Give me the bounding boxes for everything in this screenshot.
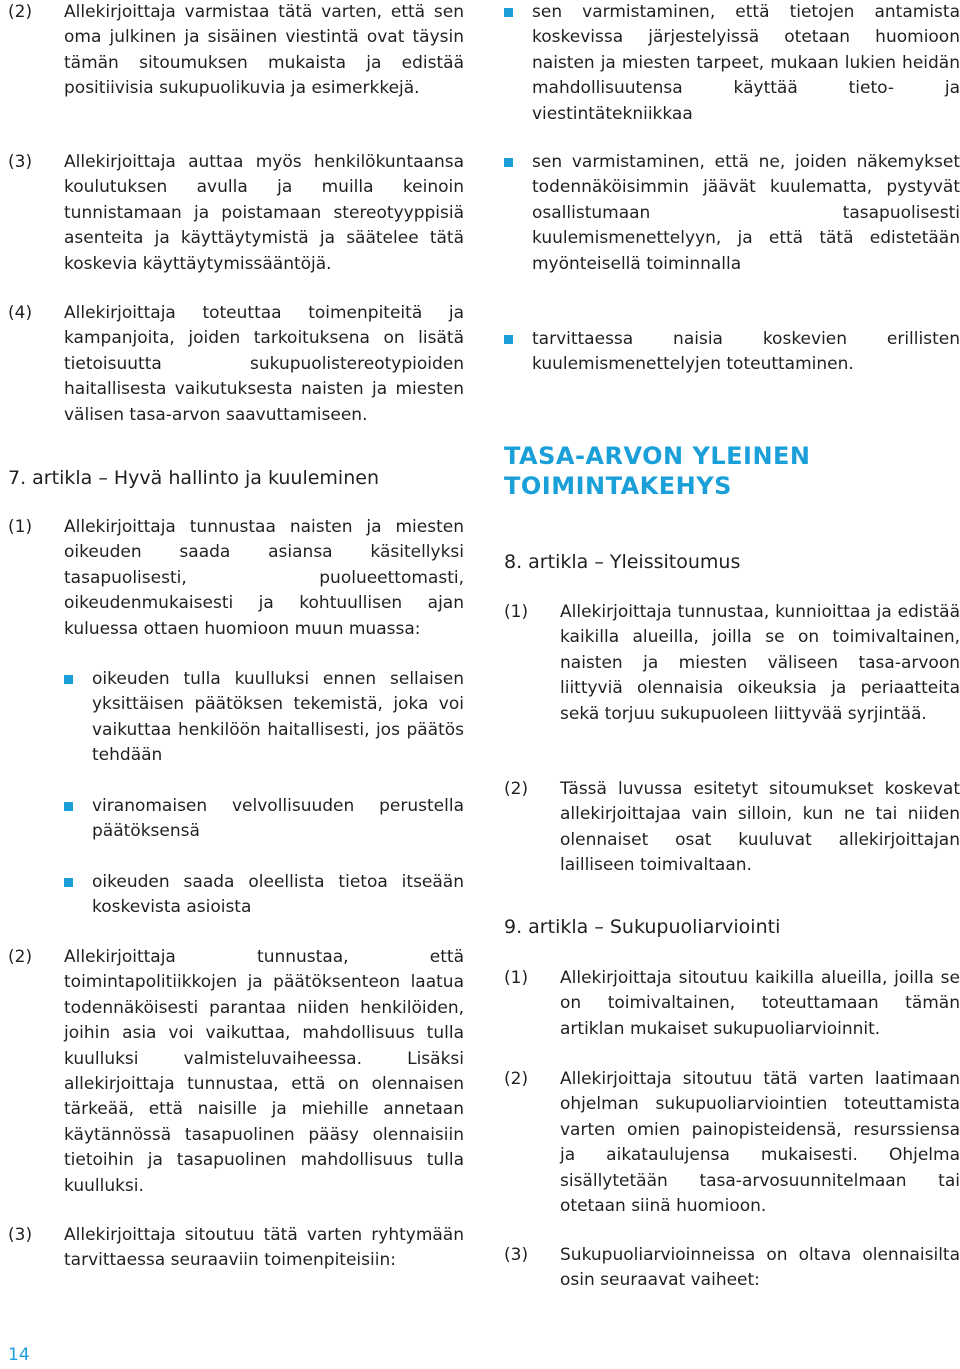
paragraph-6-3 <box>8 150 464 277</box>
paragraph-number: (3) <box>504 1245 529 1265</box>
bullet-item <box>64 667 464 769</box>
bullet-square-icon <box>64 802 73 811</box>
bullet-item <box>504 150 960 277</box>
bullet-square-icon <box>504 8 513 17</box>
paragraph-number: (2) <box>8 2 33 22</box>
paragraph-number: (3) <box>8 1225 33 1245</box>
section-title-line-2: TOIMINTAKEHYS <box>504 472 732 500</box>
paragraph-9-3 <box>504 1243 960 1294</box>
bullet-item <box>64 870 464 921</box>
bullet-square-icon <box>504 158 513 167</box>
paragraph-text: Allekirjoittaja auttaa myös henkilökuntaansa koulutuksen avulla ja muilla keinoin tunnistamaan ja poistamaan stereotyyppisiä asenteita ja käyttäytymistä ja säätelee tätä koskevia käyttäytymissääntöjä. <box>64 152 464 274</box>
paragraph-text: Sukupuoliarvioinneissa on oltava olennaisilta osin seuraavat vaiheet: <box>560 1245 960 1291</box>
paragraph-number: (2) <box>504 779 529 799</box>
paragraph-text: Allekirjoittaja sitoutuu tätä varten laatimaan ohjelman sukupuoliarviointien toteuttamista varten omien painopisteidensä, resurssiensa ja aikataulujensa mukaisesti. Ohjelma sisällytetään tasa-arvosuunnitelmaan tai otetaan siinä huomioon. <box>560 1069 960 1217</box>
paragraph-number: (2) <box>8 947 33 967</box>
paragraph-number: (1) <box>504 602 529 622</box>
paragraph-number: (1) <box>504 968 529 988</box>
bullet-square-icon <box>504 335 513 344</box>
section-title <box>504 441 960 501</box>
bullet-text: sen varmistaminen, että ne, joiden näkemykset todennäköisimmin jäävät kuulematta, pystyvät osallistumaan tasapuolisesti kuulemismenettelyyn, ja että tätä edistetään myönteisellä toiminnalla <box>532 152 960 274</box>
paragraph-6-2 <box>8 0 464 102</box>
paragraph-8-2 <box>504 777 960 879</box>
paragraph-text: Allekirjoittaja tunnustaa, kunnioittaa ja edistää kaikilla alueilla, joilla se on toimivaltainen, naisten ja miesten väliseen tasa-arvoon liittyviä olennaisia oikeuksia ja periaatteita sekä torjuu sukupuoleen liittyvää syrjintää. <box>560 602 960 724</box>
paragraph-9-1 <box>504 966 960 1042</box>
paragraph-7-3 <box>8 1223 464 1274</box>
paragraph-8-1 <box>504 600 960 727</box>
bullet-text: tarvittaessa naisia koskevien erillisten kuulemismenettelyjen toteuttaminen. <box>532 329 960 375</box>
paragraph-number: (3) <box>8 152 33 172</box>
paragraph-text: Allekirjoittaja tunnustaa naisten ja miesten oikeuden saada asiansa käsitellyksi tasapuolisesti, puolueettomasti, oikeudenmukaisesti ja kohtuullisen ajan kuluessa ottaen huomioon muun muassa: <box>64 517 464 639</box>
bullet-item <box>504 327 960 378</box>
paragraph-6-4 <box>8 301 464 428</box>
paragraph-text: Allekirjoittaja tunnustaa, että toimintapolitiikkojen ja päätöksenteon laatua todennäköisesti parantaa niiden henkilöiden, joihin asia voi vaikuttaa, mahdollisuus tulla kuulluksi valmisteluvaiheessa. Lisäksi allekirjoittaja tunnustaa, että on olennaisen tärkeää, että naisille ja miehille annetaan käytännössä tasapuolinen pääsy olennaisiin tietoihin ja tasapuolinen mahdollisuus tulla kuulluksi. <box>64 947 464 1196</box>
article-8-heading: 8. artikla – Yleissitoumus <box>504 551 741 573</box>
paragraph-7-1 <box>8 515 464 642</box>
paragraph-number: (2) <box>504 1069 529 1089</box>
bullet-item <box>64 794 464 845</box>
paragraph-text: Allekirjoittaja varmistaa tätä varten, että sen oma julkinen ja sisäinen viestintä ovat täysin tämän sitoumuksen mukaista ja edistää positiivisia sukupuolikuvia ja esimerkkejä. <box>64 2 464 99</box>
paragraph-text: Allekirjoittaja sitoutuu kaikilla alueilla, joilla se on toimivaltainen, toteuttamaan tämän artiklan mukaiset sukupuoliarvioinnit. <box>560 968 960 1039</box>
bullet-square-icon <box>64 675 73 684</box>
bullet-square-icon <box>64 878 73 887</box>
paragraph-9-2 <box>504 1067 960 1219</box>
bullet-text: oikeuden saada oleellista tietoa itseään koskevista asioista <box>92 872 464 918</box>
paragraph-text: Allekirjoittaja sitoutuu tätä varten ryhtymään tarvittaessa seuraaviin toimenpiteisiin: <box>64 1225 464 1271</box>
article-7-heading: 7. artikla – Hyvä hallinto ja kuuleminen <box>8 467 379 489</box>
paragraph-7-2 <box>8 945 464 1199</box>
bullet-text: viranomaisen velvollisuuden perustella päätöksensä <box>92 796 464 842</box>
paragraph-text: Allekirjoittaja toteuttaa toimenpiteitä ja kampanjoita, joiden tarkoituksena on lisätä tietoisuutta sukupuolistereotypioiden haitallisesta vaikutuksesta naisten ja miesten välisen tasa-arvon saavuttamiseen. <box>64 303 464 425</box>
section-title-line-1: TASA-ARVON YLEINEN <box>504 442 811 470</box>
page-number: 14 <box>8 1345 30 1365</box>
bullet-text: sen varmistaminen, että tietojen antamista koskevissa järjestelyissä otetaan huomioon naisten ja miesten tarpeet, mukaan lukien heidän mahdollisuutensa käyttää tieto- ja viestintätekniikkaa <box>532 2 960 124</box>
bullet-text: oikeuden tulla kuulluksi ennen sellaisen yksittäisen päätöksen tekemistä, joka voi vaikuttaa henkilöön haitallisesti, jos päätös tehdään <box>92 669 464 766</box>
bullet-item <box>504 0 960 127</box>
paragraph-text: Tässä luvussa esitetyt sitoumukset koskevat allekirjoittajaa vain silloin, kun ne tai niiden olennaiset osat kuuluvat allekirjoittajan lailliseen toimivaltaan. <box>560 779 960 876</box>
article-9-heading: 9. artikla – Sukupuoliarviointi <box>504 916 781 938</box>
paragraph-number: (4) <box>8 303 33 323</box>
paragraph-number: (1) <box>8 517 33 537</box>
